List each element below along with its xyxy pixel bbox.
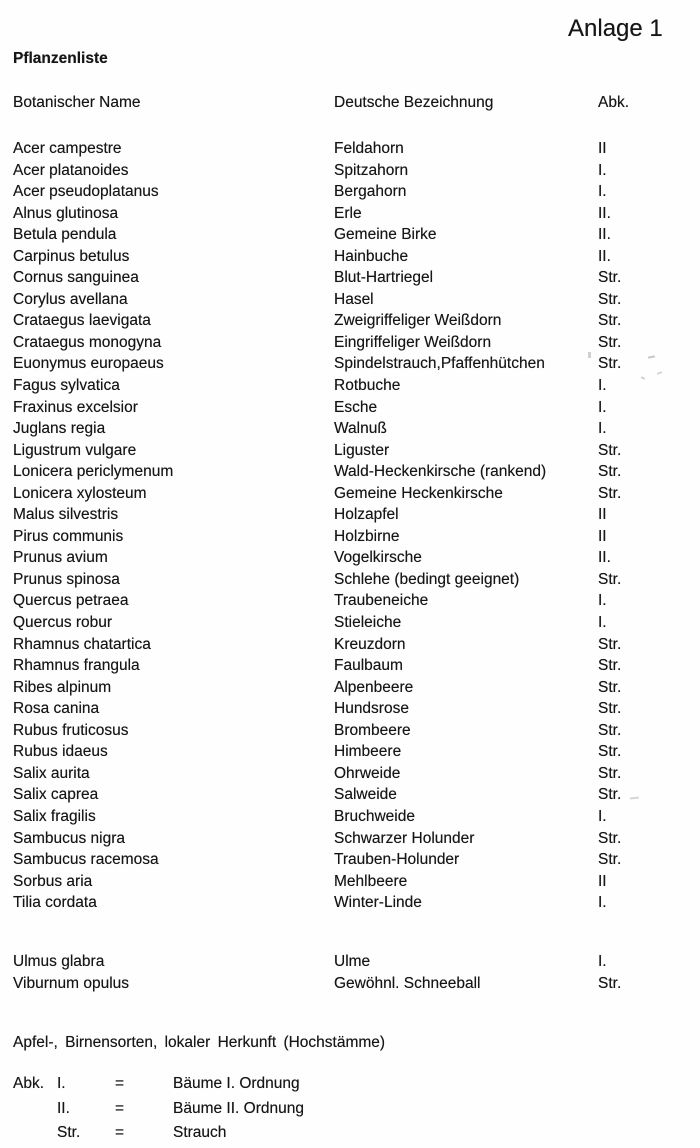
- legend-equals-cell: =: [115, 1075, 125, 1092]
- table-row: [13, 332, 700, 354]
- botanical-name-cell: Fraxinus excelsior: [13, 398, 138, 416]
- botanical-name-cell: Fagus sylvatica: [13, 377, 120, 395]
- plant-rows-primary: [13, 138, 700, 914]
- botanical-name-cell: Sambucus racemosa: [13, 851, 159, 869]
- german-name-cell: Ohrweide: [334, 764, 401, 782]
- table-header: [13, 93, 700, 113]
- botanical-name-cell: Quercus petraea: [13, 592, 129, 610]
- abbr-cell: II: [598, 506, 607, 524]
- table-row: [13, 246, 700, 268]
- abbr-cell: II.: [598, 247, 611, 265]
- table-row: [13, 698, 700, 720]
- german-name-cell: Vogelkirsche: [334, 549, 422, 567]
- abbr-cell: Str.: [598, 786, 622, 804]
- botanical-name-cell: Rubus fruticosus: [13, 721, 129, 739]
- german-name-cell: Faulbaum: [334, 657, 403, 675]
- col-header-botanical: Botanischer Name: [13, 94, 141, 111]
- table-row: [13, 353, 700, 375]
- legend-abbr-cell: I.: [57, 1075, 66, 1092]
- botanical-name-cell: Corylus avellana: [13, 290, 128, 308]
- botanical-name-cell: Crataegus laevigata: [13, 312, 151, 330]
- german-name-cell: Blut-Hartriegel: [334, 269, 434, 287]
- german-name-cell: Gemeine Heckenkirsche: [334, 484, 503, 502]
- table-row: [13, 418, 700, 440]
- table-row: [13, 849, 700, 871]
- german-name-cell: Brombeere: [334, 721, 411, 739]
- table-row: [13, 892, 700, 914]
- botanical-name-cell: Acer campestre: [13, 140, 122, 157]
- german-name-cell: Trauben-Holunder: [334, 851, 460, 869]
- abbr-cell: Str.: [598, 974, 622, 992]
- botanical-name-cell: Malus silvestris: [13, 506, 119, 524]
- legend-meaning-cell: Bäume I. Ordnung: [173, 1075, 300, 1092]
- botanical-name-cell: Rubus idaeus: [13, 743, 108, 761]
- botanical-name-cell: Salix fragilis: [13, 807, 96, 825]
- abbr-cell: II.: [598, 226, 611, 244]
- table-row: [13, 784, 700, 806]
- table-row: [13, 741, 700, 763]
- abbr-cell: I.: [598, 377, 607, 395]
- german-name-cell: Bergahorn: [334, 183, 407, 201]
- table-row: [13, 461, 700, 483]
- german-name-cell: Holzbirne: [334, 527, 400, 545]
- abbr-cell: Str.: [598, 355, 622, 373]
- botanical-name-cell: Sambucus nigra: [13, 829, 126, 847]
- abbreviation-legend: [13, 1072, 700, 1146]
- german-name-cell: Spitzahorn: [334, 161, 409, 179]
- german-name-cell: Gemeine Birke: [334, 226, 437, 244]
- table-row: [13, 720, 700, 742]
- table-row: [13, 203, 700, 225]
- german-name-cell: Mehlbeere: [334, 872, 408, 890]
- german-name-cell: Walnuß: [334, 420, 387, 438]
- legend-label-cell: [13, 1097, 57, 1122]
- table-row: [13, 397, 700, 419]
- botanical-name-cell: Lonicera xylosteum: [13, 484, 147, 502]
- german-name-cell: Holzapfel: [334, 506, 399, 524]
- table-row: [13, 634, 700, 656]
- abbr-cell: Str.: [598, 743, 622, 761]
- botanical-name-cell: Rhamnus chatartica: [13, 635, 151, 653]
- german-name-cell: Liguster: [334, 441, 390, 459]
- table-row: [13, 181, 700, 203]
- german-name-cell: Kreuzdorn: [334, 635, 406, 653]
- botanical-name-cell: Ribes alpinum: [13, 678, 112, 696]
- botanical-name-cell: Acer platanoides: [13, 161, 129, 179]
- german-name-cell: Feldahorn: [334, 140, 404, 157]
- botanical-name-cell: Rosa canina: [13, 700, 100, 718]
- botanical-name-cell: Salix caprea: [13, 786, 99, 804]
- table-row: [13, 160, 700, 182]
- botanical-name-cell: Carpinus betulus: [13, 247, 130, 265]
- german-name-cell: Eingriffeliger Weißdorn: [334, 333, 492, 351]
- legend-abbr-cell: Str.: [57, 1124, 81, 1142]
- table-row: [13, 440, 700, 462]
- german-name-cell: Salweide: [334, 786, 397, 804]
- table-row: [13, 375, 700, 397]
- annex-label: Anlage 1: [568, 15, 663, 42]
- botanical-name-cell: Ligustrum vulgare: [13, 441, 137, 459]
- table-row: [13, 267, 700, 289]
- abbr-cell: I.: [598, 614, 607, 632]
- german-name-cell: Ulme: [334, 953, 371, 970]
- botanical-name-cell: Ulmus glabra: [13, 953, 105, 970]
- abbr-cell: I.: [598, 807, 607, 825]
- abbr-cell: I.: [598, 592, 607, 610]
- botanical-name-cell: Betula pendula: [13, 226, 117, 244]
- abbr-cell: Str.: [598, 463, 622, 481]
- table-row: [13, 951, 700, 973]
- botanical-name-cell: Sorbus aria: [13, 872, 93, 890]
- botanical-name-cell: Juglans regia: [13, 420, 106, 438]
- footer-note: Apfel-, Birnensorten, lokaler Herkunft (Hochstämme): [13, 1034, 386, 1051]
- botanical-name-cell: Pirus communis: [13, 527, 124, 545]
- abbr-cell: I.: [598, 420, 607, 438]
- botanical-name-cell: Alnus glutinosa: [13, 204, 119, 222]
- german-name-cell: Alpenbeere: [334, 678, 414, 696]
- abbr-cell: Str.: [598, 700, 622, 718]
- table-row: [13, 483, 700, 505]
- german-name-cell: Himbeere: [334, 743, 402, 761]
- legend-row: [13, 1097, 700, 1122]
- legend-meaning-cell: Strauch: [173, 1124, 227, 1142]
- botanical-name-cell: Prunus avium: [13, 549, 108, 567]
- legend-equals-cell: =: [115, 1124, 125, 1142]
- table-row: [13, 871, 700, 893]
- table-row: [13, 677, 700, 699]
- german-name-cell: Traubeneiche: [334, 592, 429, 610]
- table-row: [13, 526, 700, 548]
- german-name-cell: Winter-Linde: [334, 894, 422, 912]
- table-row: [13, 289, 700, 311]
- abbr-cell: Str.: [598, 312, 622, 330]
- german-name-cell: Hasel: [334, 290, 374, 308]
- botanical-name-cell: Rhamnus frangula: [13, 657, 140, 675]
- abbr-cell: II: [598, 872, 607, 890]
- table-row: [13, 138, 700, 160]
- botanical-name-cell: Acer pseudoplatanus: [13, 183, 159, 201]
- abbr-cell: I.: [598, 161, 607, 179]
- german-name-cell: Wald-Heckenkirsche (rankend): [334, 463, 547, 481]
- botanical-name-cell: Euonymus europaeus: [13, 355, 164, 373]
- german-name-cell: Gewöhnl. Schneeball: [334, 974, 481, 992]
- abbr-cell: Str.: [598, 678, 622, 696]
- plant-rows-secondary: [13, 951, 700, 994]
- german-name-cell: Stieleiche: [334, 614, 402, 632]
- abbr-cell: Str.: [598, 290, 622, 308]
- abbr-cell: II: [598, 527, 607, 545]
- legend-row: [13, 1121, 700, 1146]
- abbr-cell: Str.: [598, 635, 622, 653]
- col-header-german: Deutsche Bezeichnung: [334, 94, 494, 111]
- german-name-cell: Erle: [334, 204, 362, 222]
- table-row: [13, 224, 700, 246]
- legend-label-cell: Abk.: [13, 1075, 45, 1092]
- abbr-cell: II: [598, 140, 607, 157]
- abbr-cell: I.: [598, 953, 607, 970]
- botanical-name-cell: Quercus robur: [13, 614, 113, 632]
- german-name-cell: Zweigriffeliger Weißdorn: [334, 312, 502, 330]
- abbr-cell: Str.: [598, 721, 622, 739]
- scan-artifact: [588, 352, 591, 358]
- abbr-cell: I.: [598, 183, 607, 201]
- table-row: [13, 569, 700, 591]
- german-name-cell: Rotbuche: [334, 377, 401, 395]
- botanical-name-cell: Salix aurita: [13, 764, 90, 782]
- german-name-cell: Hundsrose: [334, 700, 409, 718]
- botanical-name-cell: Crataegus monogyna: [13, 333, 162, 351]
- german-name-cell: Schwarzer Holunder: [334, 829, 475, 847]
- col-header-abbr: Abk.: [598, 94, 630, 111]
- botanical-name-cell: Tilia cordata: [13, 894, 97, 912]
- german-name-cell: Bruchweide: [334, 807, 415, 825]
- botanical-name-cell: Prunus spinosa: [13, 570, 120, 588]
- table-row: [13, 655, 700, 677]
- legend-row: [13, 1072, 700, 1097]
- german-name-cell: Esche: [334, 398, 378, 416]
- legend-abbr-cell: II.: [57, 1099, 70, 1117]
- table-row: [13, 612, 700, 634]
- table-row: [13, 310, 700, 332]
- table-row: [13, 828, 700, 850]
- legend-equals-cell: =: [115, 1099, 125, 1117]
- abbr-cell: Str.: [598, 570, 622, 588]
- abbr-cell: Str.: [598, 657, 622, 675]
- table-row: [13, 504, 700, 526]
- german-name-cell: Schlehe (bedingt geeignet): [334, 570, 520, 588]
- abbr-cell: II.: [598, 549, 611, 567]
- abbr-cell: I.: [598, 894, 607, 912]
- german-name-cell: Hainbuche: [334, 247, 409, 265]
- abbr-cell: Str.: [598, 829, 622, 847]
- page-title: Pflanzenliste: [13, 50, 108, 67]
- botanical-name-cell: Cornus sanguinea: [13, 269, 139, 287]
- abbr-cell: Str.: [598, 764, 622, 782]
- table-row: [13, 547, 700, 569]
- botanical-name-cell: Viburnum opulus: [13, 974, 130, 992]
- legend-meaning-cell: Bäume II. Ordnung: [173, 1099, 304, 1117]
- legend-label-cell: [13, 1121, 57, 1146]
- abbr-cell: Str.: [598, 333, 622, 351]
- abbr-cell: Str.: [598, 269, 622, 287]
- table-row: [13, 763, 700, 785]
- table-row: [13, 973, 700, 995]
- abbr-cell: Str.: [598, 441, 622, 459]
- abbr-cell: II.: [598, 204, 611, 222]
- german-name-cell: Spindelstrauch,Pfaffenhütchen: [334, 355, 545, 373]
- abbr-cell: I.: [598, 398, 607, 416]
- abbr-cell: Str.: [598, 484, 622, 502]
- abbr-cell: Str.: [598, 851, 622, 869]
- table-row: [13, 590, 700, 612]
- botanical-name-cell: Lonicera periclymenum: [13, 463, 174, 481]
- table-row: [13, 806, 700, 828]
